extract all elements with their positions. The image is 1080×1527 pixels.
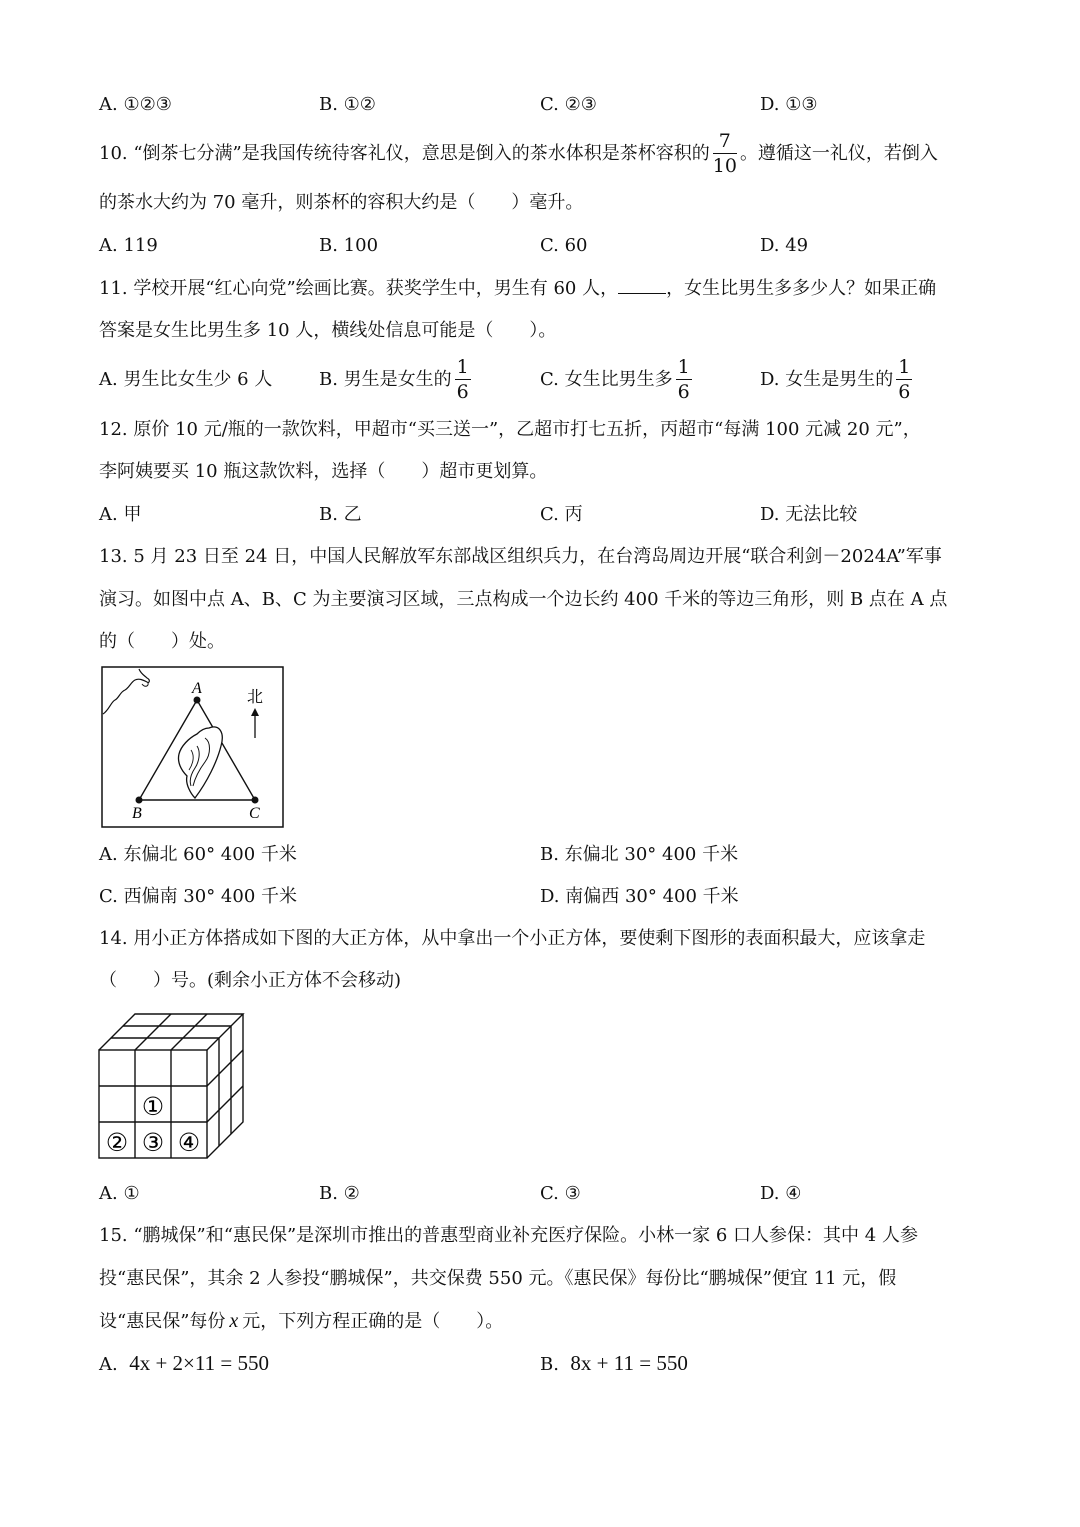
q15-text-a: 设“惠民保”每份 [99,1311,226,1332]
q11-option-b-text: B. 男生是女生的 [319,369,452,390]
q13-stem-line3: 的（ ）处。 [99,631,225,652]
q15-text-b: 元，下列方程正确的是（ ）。 [242,1311,504,1332]
q11-option-b-fraction [455,358,471,402]
point-a [194,697,201,704]
q15-option-a[interactable] [99,1350,269,1378]
q12-option-d[interactable]: D. 无法比较 [760,504,858,525]
q11-option-d[interactable] [760,354,915,406]
q10-stem-line2: 的茶水大约为 70 毫升，则茶杯的容积大约是（ ）毫升。 [99,192,584,213]
q11-option-b[interactable] [319,354,474,406]
q15-option-a-equation: 4x + 2×11 = 550 [129,1351,269,1375]
q10-stem-line1 [99,132,938,176]
q12-stem-line2: 李阿姨要买 10 瓶这款饮料，选择（ ）超市更划算。 [99,461,548,482]
q11-option-c[interactable] [540,354,695,406]
q15-option-b[interactable] [540,1350,688,1378]
q11-option-a[interactable]: A. 男生比女生少 6 人 [99,369,273,390]
q12-option-c[interactable]: C. 丙 [540,504,583,525]
label-b: B [132,805,142,822]
q9-option-d[interactable]: D. ①③ [760,94,818,115]
q11-blank [618,275,666,294]
q12-option-a[interactable]: A. 甲 [99,504,142,525]
q10-frac-den: 10 [712,155,737,177]
q11-stem-line2: 答案是女生比男生多 10 人，横线处信息可能是（ ）。 [99,320,557,341]
q15-variable-x: x [229,1310,239,1332]
q11-text-a: 11. 学校开展“红心向党”绘画比赛。获奖学生中，男生有 60 人， [99,278,619,299]
q11-option-c-den: 6 [677,381,690,403]
cube-label-3: ③ [141,1128,165,1157]
q11-option-d-num: 1 [898,356,911,378]
q11-option-d-fraction [896,358,912,402]
cube-label-2: ② [105,1128,129,1157]
q12-stem-line1: 12. 原价 10 元/瓶的一款饮料，甲超市“买三送一”，乙超市打七五折，丙超市“每满 100 元减 20 元”， [99,419,921,440]
cube-right-face [207,1014,243,1158]
cube-label-1: ① [141,1092,165,1121]
q15-option-b-label: B. [540,1354,559,1375]
q15-option-b-equation: 8x + 11 = 550 [570,1351,688,1375]
q13-option-b[interactable]: B. 东偏北 30° 400 千米 [540,844,739,865]
q13-stem-line2: 演习。如图中点 A、B、C 为主要演习区域，三点构成一个边长约 400 千米的等边三角形，则 B 点在 A 点 [99,589,948,610]
q15-option-a-label: A. [99,1354,118,1375]
q12-option-b[interactable]: B. 乙 [319,504,362,525]
q11-option-c-text: C. 女生比男生多 [540,369,673,390]
north-label: 北 [247,687,264,706]
label-c: C [249,805,260,822]
q15-stem-line1: 15. “鹏城保”和“惠民保”是深圳市推出的普惠型商业补充医疗保险。小林一家 6 口人参保：其中 4 人参 [99,1225,918,1246]
q10-text-a: 10. “倒茶七分满”是我国传统待客礼仪，意思是倒入的茶水体积是茶杯容积的 [99,143,710,164]
q13-option-c[interactable]: C. 西偏南 30° 400 千米 [99,886,297,907]
q14-stem-line1: 14. 用小正方体搭成如下图的大正方体，从中拿出一个小正方体，要使剩下图形的表面积最大，应该拿走 [99,928,926,949]
q13-option-a[interactable]: A. 东偏北 60° 400 千米 [99,844,297,865]
q9-option-b[interactable]: B. ①② [319,94,376,115]
q10-option-c[interactable]: C. 60 [540,235,588,256]
q10-option-b[interactable]: B. 100 [319,235,379,256]
q13-option-d[interactable]: D. 南偏西 30° 400 千米 [540,886,739,907]
q13-stem-line1: 13. 5 月 23 日至 24 日，中国人民解放军东部战区组织兵力，在台湾岛周边开展“联合利剑－2024A”军事 [99,546,942,567]
cube-top-face [99,1014,243,1050]
q10-option-d[interactable]: D. 49 [760,235,809,256]
q11-option-c-fraction [676,358,692,402]
q11-option-c-num: 1 [677,356,690,378]
q11-text-b: ，女生比男生多多少人？如果正确 [666,278,937,299]
q9-option-c[interactable]: C. ②③ [540,94,597,115]
q11-option-b-den: 6 [456,381,469,403]
cube-label-4: ④ [177,1128,201,1157]
q11-option-d-text: D. 女生是男生的 [760,369,894,390]
point-b [136,797,143,804]
q10-option-a[interactable]: A. 119 [99,235,158,256]
q13-map-figure [101,666,284,828]
q14-option-d[interactable]: D. ④ [760,1183,802,1204]
q15-stem-line3 [99,1308,503,1335]
point-c [252,797,259,804]
label-a: A [192,680,202,697]
q9-option-a[interactable]: A. ①②③ [99,94,172,115]
q14-cube-figure [96,1012,246,1162]
q10-text-b: 。遵循这一礼仪，若倒入 [739,143,938,164]
q10-fraction [713,132,737,176]
q14-option-a[interactable]: A. ① [99,1183,140,1204]
q14-stem-line2: （ ）号。(剩余小正方体不会移动) [99,970,402,991]
q14-option-b[interactable]: B. ② [319,1183,360,1204]
q11-option-d-den: 6 [898,381,911,403]
q11-stem-line1 [99,275,936,302]
q11-option-b-num: 1 [456,356,469,378]
q14-option-c[interactable]: C. ③ [540,1183,581,1204]
q10-frac-num: 7 [713,132,737,154]
q15-stem-line2: 投“惠民保”，其余 2 人参投“鹏城保”，共交保费 550 元。《惠民保》每份比“鹏城保”便宜 11 元，假 [99,1268,897,1289]
